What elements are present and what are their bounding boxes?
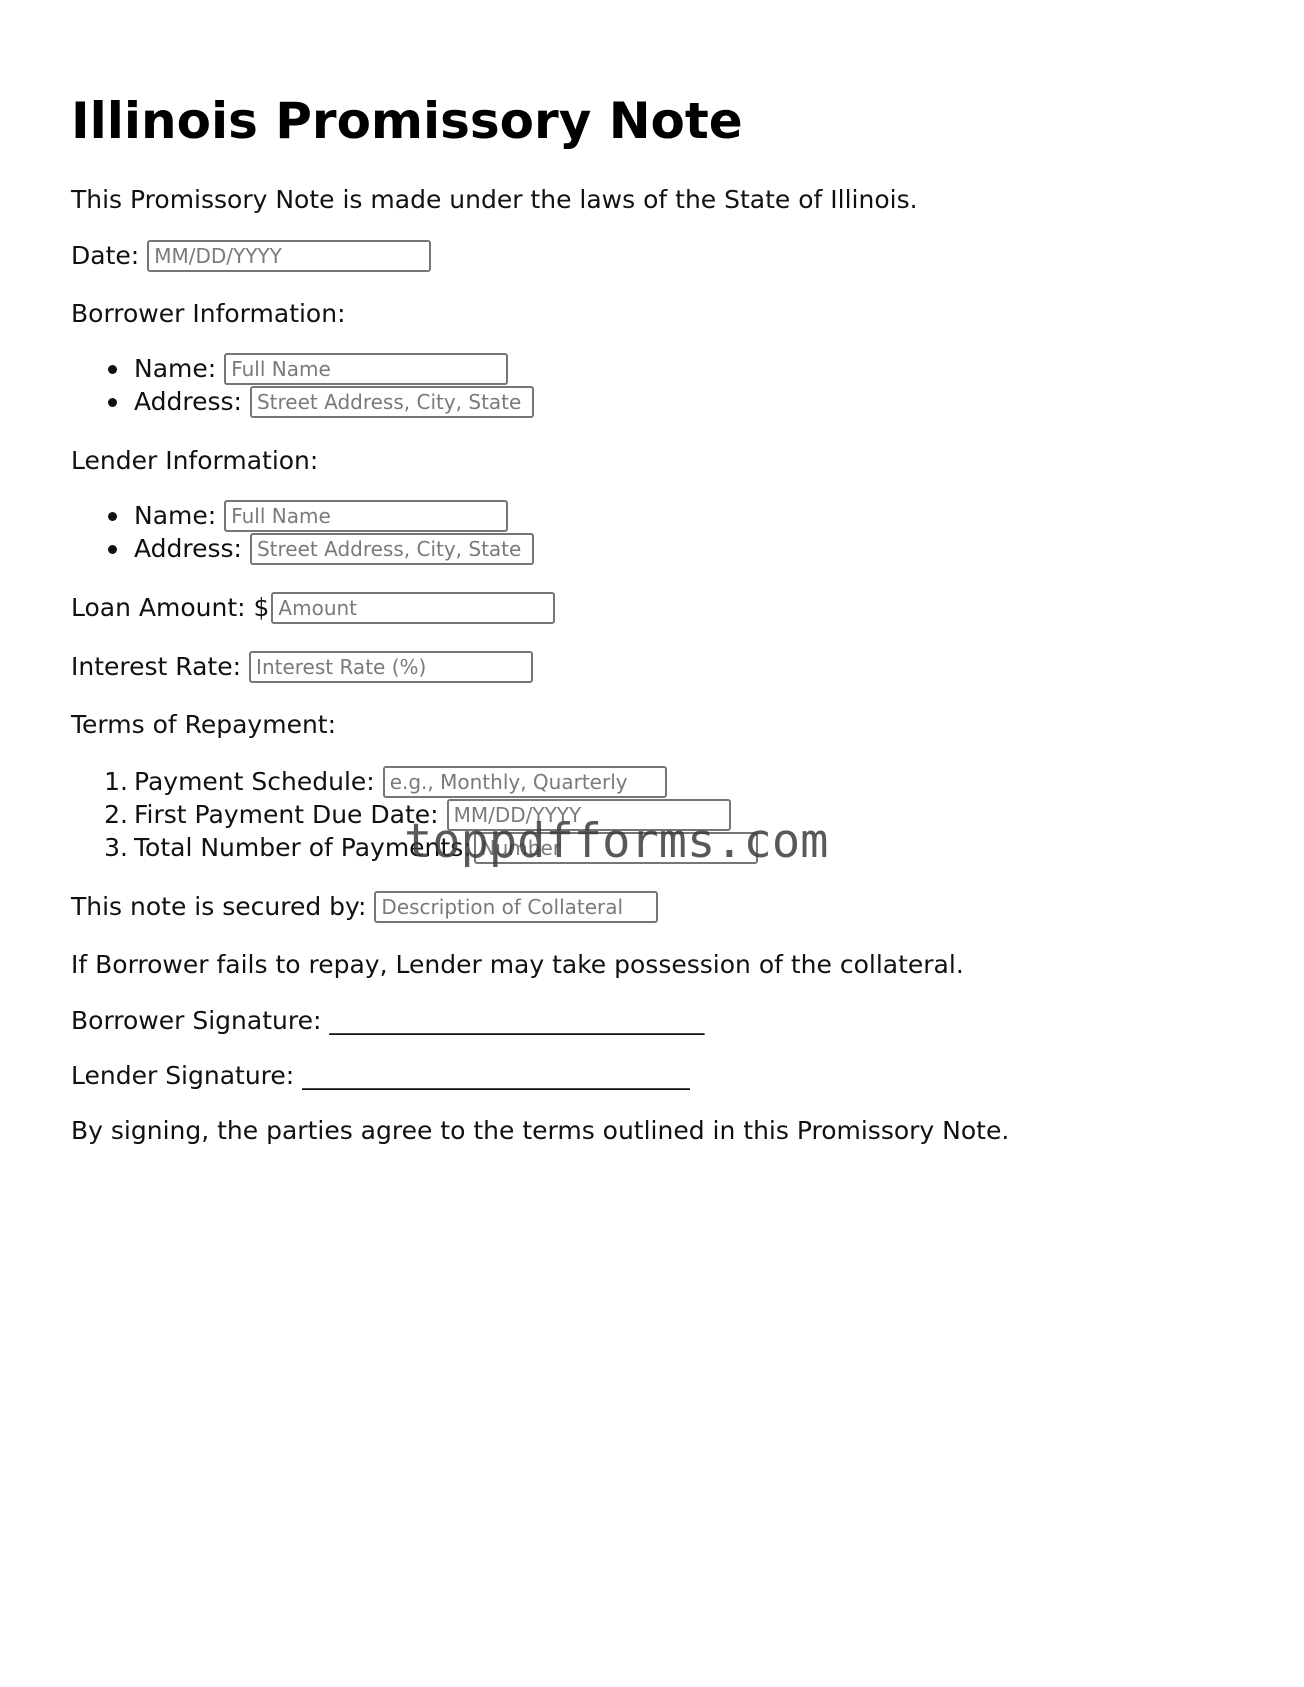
repayment-item-schedule xyxy=(71,765,667,799)
repayment-heading-text: Terms of Repayment: xyxy=(71,710,337,739)
borrower-signature-row xyxy=(71,1004,704,1038)
loan-amount-input[interactable] xyxy=(271,592,555,624)
loan-amount-row xyxy=(71,591,555,625)
interest-rate-input[interactable] xyxy=(249,651,533,683)
borrower-heading-text: Borrower Information: xyxy=(71,299,346,328)
borrower-address-input[interactable] xyxy=(250,386,534,418)
intro-statement: This Promissory Note is made under the laws of the State of Illinois. xyxy=(71,185,918,214)
default-clause xyxy=(71,948,964,982)
default-clause-text: If Borrower fails to repay, Lender may take possession of the collateral. xyxy=(71,950,964,979)
first-payment-due-label: First Payment Due Date: xyxy=(134,800,439,829)
collateral-row xyxy=(71,890,658,924)
lender-address-input[interactable] xyxy=(250,533,534,565)
repayment-heading xyxy=(71,708,336,742)
list-number: 3. xyxy=(104,833,128,862)
repayment-item-total-payments xyxy=(71,831,758,865)
payment-schedule-input[interactable] xyxy=(383,766,667,798)
interest-rate-label: Interest Rate: xyxy=(71,652,242,681)
date-input[interactable] xyxy=(147,240,431,272)
borrower-name-row xyxy=(134,352,508,386)
watermark: toppdfforms.com xyxy=(404,814,829,869)
lender-signature-row xyxy=(71,1059,690,1093)
collateral-input[interactable] xyxy=(374,891,658,923)
lender-signature-label: Lender Signature: xyxy=(71,1061,295,1090)
borrower-heading xyxy=(71,297,346,331)
borrower-signature-label: Borrower Signature: xyxy=(71,1006,322,1035)
repayment-item-first-due xyxy=(71,798,731,832)
first-payment-due-input[interactable] xyxy=(447,799,731,831)
date-row xyxy=(71,239,431,273)
total-payments-label: Total Number of Payments: xyxy=(134,833,472,862)
closing-text: By signing, the parties agree to the terms outlined in this Promissory Note. xyxy=(71,1116,1010,1145)
lender-name-input[interactable] xyxy=(224,500,508,532)
list-number: 2. xyxy=(104,800,128,829)
borrower-signature-line[interactable]: ______________________________ xyxy=(329,1006,705,1035)
bullet-icon xyxy=(108,365,117,374)
lender-signature-line[interactable]: _______________________________ xyxy=(302,1061,690,1090)
payment-schedule-label: Payment Schedule: xyxy=(134,767,375,796)
lender-heading xyxy=(71,444,318,478)
lender-heading-text: Lender Information: xyxy=(71,446,319,475)
list-number: 1. xyxy=(104,767,128,796)
lender-name-label: Name: xyxy=(134,501,217,530)
bullet-icon xyxy=(108,545,117,554)
total-payments-input[interactable] xyxy=(474,832,758,864)
interest-rate-row xyxy=(71,650,533,684)
lender-name-row xyxy=(134,499,508,533)
bullet-icon xyxy=(108,512,117,521)
collateral-label: This note is secured by: xyxy=(71,892,367,921)
date-label: Date: xyxy=(71,241,140,270)
lender-address-row xyxy=(134,532,534,566)
closing-statement xyxy=(71,1114,1009,1148)
borrower-address-label: Address: xyxy=(134,387,242,416)
loan-amount-label: Loan Amount: $ xyxy=(71,593,270,622)
bullet-icon xyxy=(108,398,117,407)
page-title: Illinois Promissory Note xyxy=(71,92,743,150)
lender-address-label: Address: xyxy=(134,534,242,563)
borrower-name-label: Name: xyxy=(134,354,217,383)
borrower-address-row xyxy=(134,385,534,419)
intro-text xyxy=(71,183,918,217)
borrower-name-input[interactable] xyxy=(224,353,508,385)
